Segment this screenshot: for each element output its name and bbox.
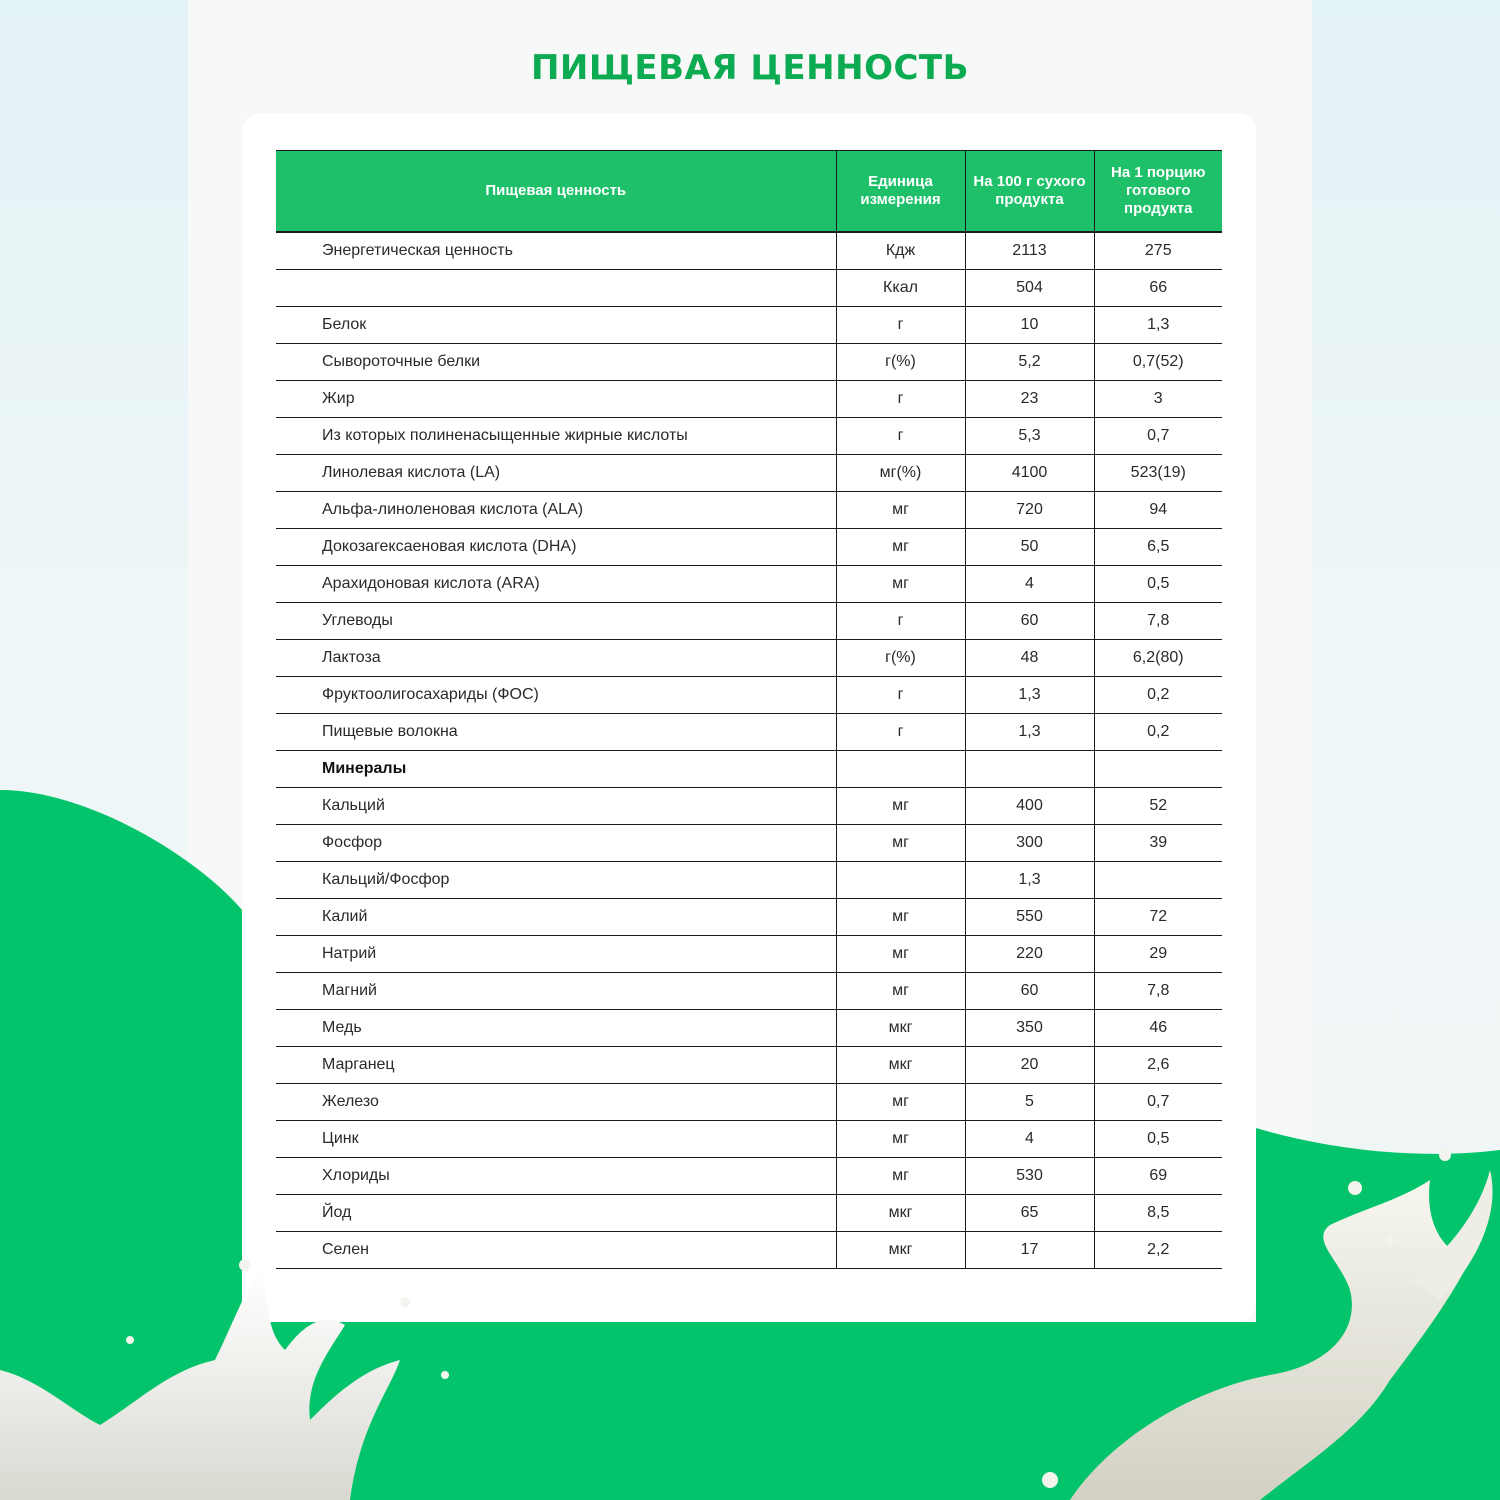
cell-per-100g: 65: [965, 1195, 1094, 1232]
cell-unit: мкг: [836, 1232, 965, 1269]
cell-per-serving: 1,3: [1094, 307, 1222, 344]
cell-per-100g: 1,3: [965, 677, 1094, 714]
cell-nutrient: Калий: [276, 899, 836, 936]
cell-nutrient: [276, 270, 836, 307]
cell-unit: [836, 862, 965, 899]
cell-per-100g: 220: [965, 936, 1094, 973]
table-row: [276, 825, 1222, 862]
cell-nutrient: Жир: [276, 381, 836, 418]
cell-unit: мг: [836, 1158, 965, 1195]
table-row: [276, 1010, 1222, 1047]
cell-unit: мг: [836, 936, 965, 973]
cell-per-100g: [965, 751, 1094, 788]
table-row: [276, 936, 1222, 973]
cell-per-100g: 50: [965, 529, 1094, 566]
cell-per-100g: 23: [965, 381, 1094, 418]
cell-nutrient: Сывороточные белки: [276, 344, 836, 381]
cell-nutrient: Минералы: [276, 751, 836, 788]
cell-unit: мкг: [836, 1010, 965, 1047]
cell-nutrient: Фруктоолигосахариды (ФОС): [276, 677, 836, 714]
cell-unit: г: [836, 307, 965, 344]
cell-unit: Ккал: [836, 270, 965, 307]
cell-per-serving: 69: [1094, 1158, 1222, 1195]
cell-per-serving: 0,7: [1094, 1084, 1222, 1121]
cell-per-serving: 3: [1094, 381, 1222, 418]
cell-unit: мкг: [836, 1195, 965, 1232]
table-row: [276, 307, 1222, 344]
header-per-100g: На 100 г сухого продукта: [965, 151, 1094, 233]
cell-per-100g: 1,3: [965, 862, 1094, 899]
cell-per-100g: 60: [965, 603, 1094, 640]
cell-nutrient: Углеводы: [276, 603, 836, 640]
table-row: [276, 381, 1222, 418]
table-row: [276, 455, 1222, 492]
cell-unit: мг: [836, 529, 965, 566]
cell-nutrient: Фосфор: [276, 825, 836, 862]
cell-per-100g: 300: [965, 825, 1094, 862]
cell-nutrient: Магний: [276, 973, 836, 1010]
cell-nutrient: Лактоза: [276, 640, 836, 677]
cell-nutrient: Марганец: [276, 1047, 836, 1084]
cell-per-serving: [1094, 862, 1222, 899]
cell-per-100g: 4: [965, 566, 1094, 603]
cell-per-serving: 94: [1094, 492, 1222, 529]
cell-nutrient: Линолевая кислота (LA): [276, 455, 836, 492]
cell-per-serving: 39: [1094, 825, 1222, 862]
milk-splash-right: [1030, 1140, 1500, 1500]
cell-per-serving: [1094, 751, 1222, 788]
cell-per-100g: 10: [965, 307, 1094, 344]
cell-per-100g: 550: [965, 899, 1094, 936]
cell-per-100g: 4100: [965, 455, 1094, 492]
table-row: [276, 270, 1222, 307]
cell-per-serving: 66: [1094, 270, 1222, 307]
cell-per-100g: 5,3: [965, 418, 1094, 455]
cell-nutrient: Йод: [276, 1195, 836, 1232]
table-row: [276, 232, 1222, 270]
page-title: ПИЩЕВАЯ ЦЕННОСТЬ: [530, 48, 970, 88]
cell-per-serving: 6,2(80): [1094, 640, 1222, 677]
cell-per-100g: 5,2: [965, 344, 1094, 381]
cell-per-100g: 2113: [965, 232, 1094, 270]
cell-unit: мг: [836, 1084, 965, 1121]
cell-unit: г(%): [836, 640, 965, 677]
cell-unit: г: [836, 418, 965, 455]
cell-per-serving: 2,6: [1094, 1047, 1222, 1084]
table-row: [276, 640, 1222, 677]
cell-unit: мг: [836, 1121, 965, 1158]
cell-per-serving: 29: [1094, 936, 1222, 973]
cell-per-serving: 8,5: [1094, 1195, 1222, 1232]
table-row: [276, 788, 1222, 825]
cell-unit: г: [836, 714, 965, 751]
cell-per-100g: 20: [965, 1047, 1094, 1084]
cell-unit: мг(%): [836, 455, 965, 492]
cell-nutrient: Цинк: [276, 1121, 836, 1158]
cell-nutrient: Железо: [276, 1084, 836, 1121]
cell-nutrient: Арахидоновая кислота (ARA): [276, 566, 836, 603]
table-row: [276, 899, 1222, 936]
cell-per-serving: 0,2: [1094, 677, 1222, 714]
table-row: [276, 862, 1222, 899]
cell-per-100g: 48: [965, 640, 1094, 677]
header-per-serving: На 1 порцию готового продукта: [1094, 151, 1222, 233]
cell-nutrient: Кальций: [276, 788, 836, 825]
cell-unit: [836, 751, 965, 788]
table-row: [276, 1047, 1222, 1084]
cell-per-100g: 1,3: [965, 714, 1094, 751]
header-nutrition: Пищевая ценность: [276, 151, 836, 233]
cell-nutrient: Белок: [276, 307, 836, 344]
cell-per-100g: 4: [965, 1121, 1094, 1158]
table-row: [276, 1084, 1222, 1121]
cell-nutrient: Докозагексаеновая кислота (DHA): [276, 529, 836, 566]
cell-nutrient: Энергетическая ценность: [276, 232, 836, 270]
cell-unit: мг: [836, 899, 965, 936]
cell-per-serving: 7,8: [1094, 603, 1222, 640]
table-row: [276, 751, 1222, 788]
cell-per-100g: 350: [965, 1010, 1094, 1047]
cell-unit: г(%): [836, 344, 965, 381]
cell-unit: мг: [836, 492, 965, 529]
cell-nutrient: Селен: [276, 1232, 836, 1269]
cell-per-serving: 2,2: [1094, 1232, 1222, 1269]
table-row: [276, 973, 1222, 1010]
cell-nutrient: Из которых полиненасыщенные жирные кислоты: [276, 418, 836, 455]
cell-per-serving: 52: [1094, 788, 1222, 825]
cell-per-100g: 400: [965, 788, 1094, 825]
cell-unit: г: [836, 603, 965, 640]
cell-nutrient: Альфа-линоленовая кислота (ALA): [276, 492, 836, 529]
cell-per-100g: 60: [965, 973, 1094, 1010]
table-row: [276, 344, 1222, 381]
cell-per-serving: 0,5: [1094, 566, 1222, 603]
cell-per-serving: 0,7: [1094, 418, 1222, 455]
table-row: [276, 603, 1222, 640]
cell-unit: мг: [836, 825, 965, 862]
cell-per-100g: 504: [965, 270, 1094, 307]
cell-per-serving: 0,2: [1094, 714, 1222, 751]
table-row: [276, 492, 1222, 529]
cell-nutrient: Хлориды: [276, 1158, 836, 1195]
cell-unit: Кдж: [836, 232, 965, 270]
table-row: [276, 566, 1222, 603]
cell-per-100g: 17: [965, 1232, 1094, 1269]
table-body: [276, 232, 1222, 1269]
cell-per-serving: 0,5: [1094, 1121, 1222, 1158]
cell-per-100g: 720: [965, 492, 1094, 529]
milk-splash-left: [0, 1250, 470, 1500]
cell-per-serving: 7,8: [1094, 973, 1222, 1010]
cell-unit: мг: [836, 788, 965, 825]
cell-unit: мкг: [836, 1047, 965, 1084]
cell-per-100g: 530: [965, 1158, 1094, 1195]
table-header-row: [276, 151, 1222, 233]
table-row: [276, 714, 1222, 751]
cell-unit: мг: [836, 973, 965, 1010]
cell-nutrient: Пищевые волокна: [276, 714, 836, 751]
cell-per-serving: 6,5: [1094, 529, 1222, 566]
table-row: [276, 529, 1222, 566]
cell-nutrient: Медь: [276, 1010, 836, 1047]
nutrition-table: [276, 150, 1222, 1269]
cell-unit: г: [836, 381, 965, 418]
table-row: [276, 418, 1222, 455]
cell-per-serving: 523(19): [1094, 455, 1222, 492]
cell-nutrient: Кальций/Фосфор: [276, 862, 836, 899]
table-row: [276, 677, 1222, 714]
cell-per-100g: 5: [965, 1084, 1094, 1121]
cell-per-serving: 275: [1094, 232, 1222, 270]
cell-per-serving: 46: [1094, 1010, 1222, 1047]
cell-nutrient: Натрий: [276, 936, 836, 973]
cell-per-serving: 72: [1094, 899, 1222, 936]
cell-unit: г: [836, 677, 965, 714]
cell-per-serving: 0,7(52): [1094, 344, 1222, 381]
header-unit: Единица измерения: [836, 151, 965, 233]
cell-unit: мг: [836, 566, 965, 603]
